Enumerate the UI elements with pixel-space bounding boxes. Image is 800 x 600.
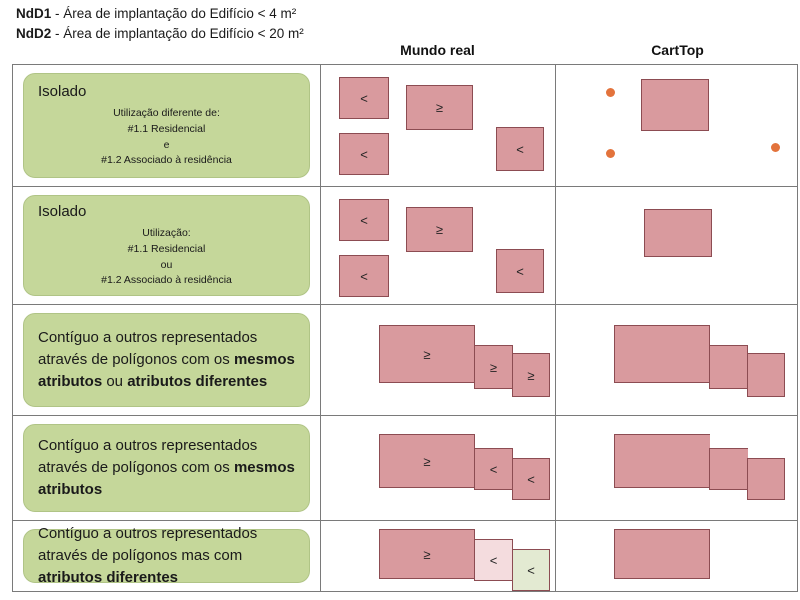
row-carttop-cell (556, 305, 797, 415)
building-polygon (644, 209, 712, 257)
description-box (23, 195, 310, 296)
row-carttop-cell (556, 416, 797, 520)
row-description-cell (13, 416, 321, 520)
row-title (24, 327, 309, 392)
merged-polygon (747, 458, 785, 500)
row-real-world-cell (321, 521, 556, 591)
row-title (24, 435, 309, 500)
building-polygon: < (474, 448, 513, 490)
building-polygon: < (339, 199, 389, 241)
row-subtext-line: Utilização: (142, 227, 191, 240)
row-subtext-line: #1.2 Associado à residência (101, 274, 232, 287)
row-real-world-cell (321, 305, 556, 415)
building-polygon (641, 79, 709, 131)
table-row (13, 416, 797, 521)
legend-line-2-label: NdD2 (16, 25, 52, 41)
building-polygon: < (339, 133, 389, 175)
row-text-mid: ou (102, 372, 128, 390)
row-subtext-line: Utilização diferente de: (113, 107, 220, 120)
row-description-cell (13, 65, 321, 186)
building-polygon: < (339, 77, 389, 119)
point-symbol (606, 149, 615, 158)
row-title: Isolado (38, 202, 87, 220)
building-polygon: ≥ (379, 434, 475, 488)
description-box (23, 73, 310, 178)
building-polygon: ≥ (406, 207, 473, 252)
column-header-carttop: CartTop (651, 42, 704, 58)
comparison-table (12, 64, 798, 592)
building-polygon: < (339, 255, 389, 297)
description-box (23, 525, 310, 586)
row-subtext-line: #1.2 Associado à residência (101, 154, 232, 167)
merged-polygon (614, 434, 710, 488)
point-symbol (606, 88, 615, 97)
row-text-bold: atributos diferentes (127, 372, 268, 390)
column-headers (0, 42, 800, 64)
row-text-plain: Contíguo a outros representados através de polígonos mas com (38, 525, 258, 565)
column-header-mundo-real: Mundo real (400, 42, 475, 58)
building-polygon: < (474, 539, 513, 581)
merged-polygon (614, 529, 710, 579)
legend-block (16, 4, 304, 43)
legend-line-1 (16, 4, 304, 24)
row-real-world-cell (321, 187, 556, 304)
building-polygon: < (496, 127, 544, 171)
row-subtext-line: e (163, 138, 170, 151)
merged-polygon (709, 448, 748, 490)
row-title (24, 523, 309, 588)
row-subtext (24, 106, 309, 169)
row-subtext-line: ou (160, 258, 173, 271)
building-polygon: < (512, 549, 550, 591)
table-row (13, 65, 797, 187)
building-polygon: ≥ (406, 85, 473, 130)
merged-polygon (709, 345, 748, 389)
merged-polygon (747, 353, 785, 397)
row-subtext-line: #1.1 Residencial (127, 122, 206, 135)
row-subtext (24, 226, 309, 289)
table-row (13, 187, 797, 305)
row-real-world-cell (321, 65, 556, 186)
row-title: Isolado (38, 82, 87, 100)
building-polygon: ≥ (512, 353, 550, 397)
point-symbol (771, 143, 780, 152)
row-text-bold: atributos diferentes (38, 568, 179, 586)
row-real-world-cell (321, 416, 556, 520)
row-description-cell (13, 521, 321, 591)
row-description-cell (13, 305, 321, 415)
table-row (13, 521, 797, 591)
merged-polygon (614, 325, 710, 383)
row-text-plain: Contíguo a outros representados através de polígonos com os (38, 437, 258, 477)
building-polygon: ≥ (379, 325, 475, 383)
row-text-bold: mesmos atributos (38, 351, 295, 390)
legend-line-2-text: - Área de implantação do Edifício < 20 m² (51, 25, 304, 41)
table-row (13, 305, 797, 416)
building-polygon: ≥ (474, 345, 513, 389)
legend-line-2 (16, 24, 304, 44)
row-text-bold: mesmos atributos (38, 459, 295, 498)
row-carttop-cell (556, 521, 797, 591)
description-box (23, 424, 310, 512)
legend-line-1-text: - Área de implantação do Edifício < 4 m² (51, 6, 297, 21)
building-polygon: ≥ (379, 529, 475, 579)
description-box (23, 313, 310, 407)
row-carttop-cell (556, 187, 797, 304)
building-polygon: < (496, 249, 544, 293)
row-description-cell (13, 187, 321, 304)
row-text-plain: Contíguo a outros representados através de polígonos com os (38, 329, 258, 369)
row-subtext-line: #1.1 Residencial (127, 242, 206, 255)
row-carttop-cell (556, 65, 797, 186)
legend-line-1-label: NdD1 (16, 6, 52, 21)
building-polygon: < (512, 458, 550, 500)
